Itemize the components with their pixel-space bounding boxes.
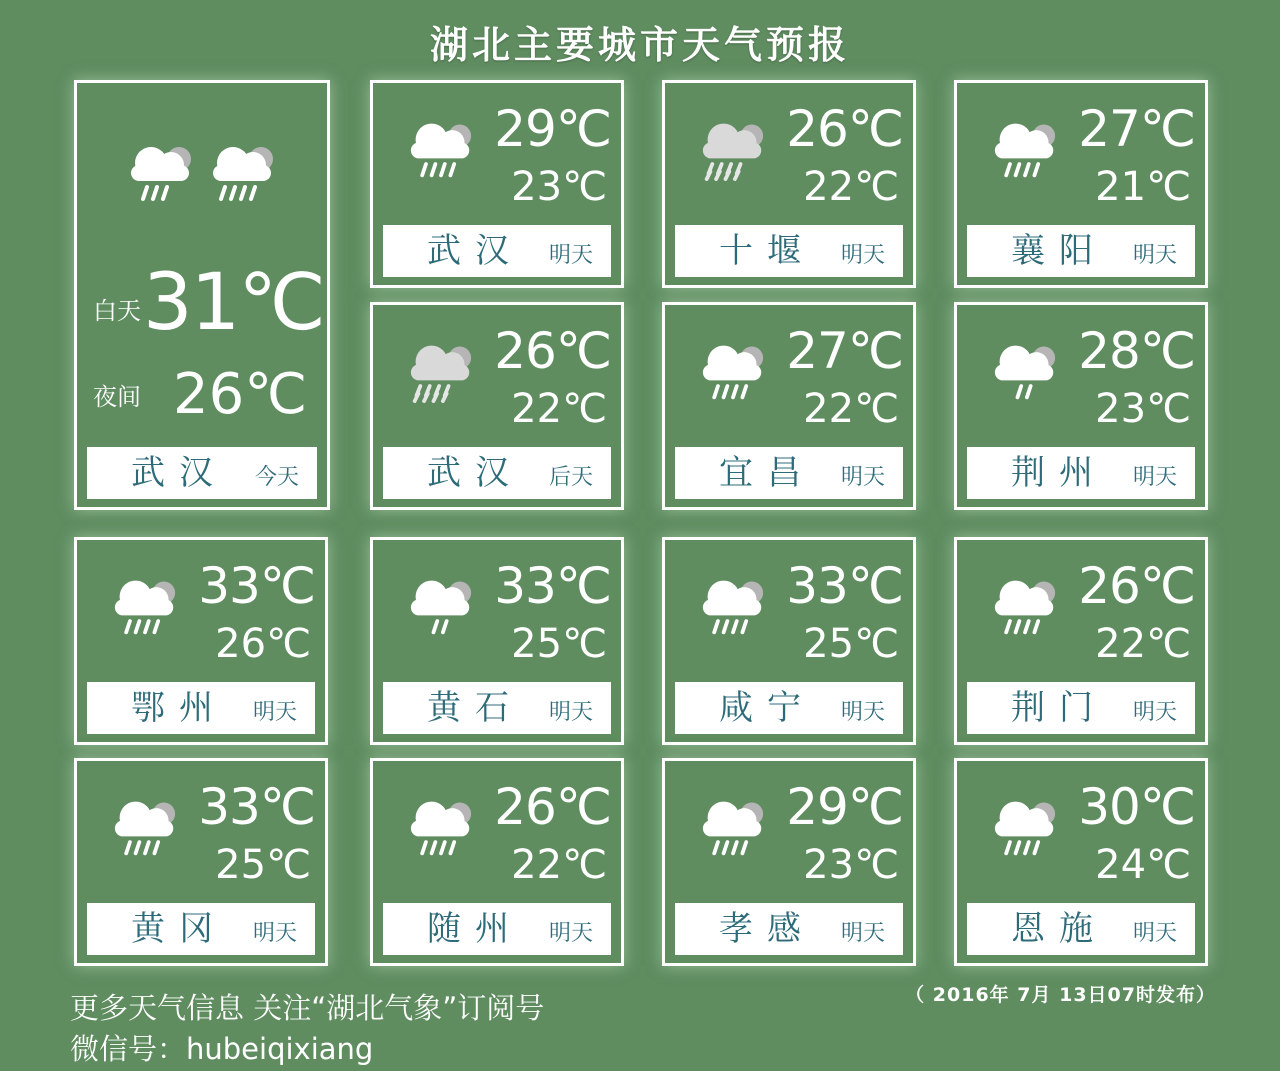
forecast-day: 明天: [840, 465, 885, 490]
low-temperature: 26℃: [215, 621, 311, 667]
high-temperature: 26℃: [1078, 557, 1195, 615]
city-name: 随州: [427, 909, 523, 949]
city-label: [675, 447, 903, 499]
city-label: [87, 447, 317, 499]
city-name: 武汉: [427, 231, 523, 271]
forecast-day: 明天: [1132, 243, 1177, 268]
high-temperature: 30℃: [1078, 778, 1195, 836]
heavy-rain-cloud-icon: [403, 339, 479, 403]
light-rain-cloud-icon: [987, 339, 1063, 403]
city-label: [967, 447, 1195, 499]
day-label: 白天: [93, 297, 141, 325]
rain-cloud-icon: [695, 339, 771, 403]
city-label: [383, 447, 611, 499]
high-temperature: 26℃: [494, 322, 611, 380]
forecast-card: [662, 80, 916, 288]
high-temperature: 33℃: [786, 557, 903, 615]
city-name: 咸宁: [719, 688, 815, 728]
footer-wechat-id: 微信号：hubeiqixiang: [70, 1032, 374, 1066]
low-temperature: 22℃: [803, 386, 899, 432]
night-temperature: 26℃: [173, 362, 308, 427]
rain-cloud-icon: [987, 117, 1063, 181]
forecast-card: [662, 758, 916, 966]
forecast-card: [954, 302, 1208, 510]
forecast-day: 明天: [840, 243, 885, 268]
forecast-day: 今天: [254, 465, 299, 490]
low-temperature: 22℃: [803, 164, 899, 210]
forecast-day: 明天: [1132, 700, 1177, 725]
day-temperature: 31℃: [143, 258, 324, 348]
light-rain-cloud-icon: [403, 574, 479, 638]
city-name: 荆州: [1011, 453, 1107, 493]
low-temperature: 22℃: [1095, 621, 1191, 667]
city-label: [383, 682, 611, 734]
high-temperature: 27℃: [786, 322, 903, 380]
city-label: [87, 682, 315, 734]
city-label: [383, 903, 611, 955]
city-label: [967, 225, 1195, 277]
forecast-day: 明天: [1132, 465, 1177, 490]
city-label: [967, 682, 1195, 734]
rain-cloud-icon: [695, 795, 771, 859]
city-name: 鄂州: [131, 688, 227, 728]
rain-cloud-icon: [107, 574, 183, 638]
rain-cloud-icon: [987, 574, 1063, 638]
low-temperature: 23℃: [511, 164, 607, 210]
forecast-day: 明天: [1132, 921, 1177, 946]
forecast-card: [370, 80, 624, 288]
rain-cloud-icon: [107, 795, 183, 859]
low-temperature: 22℃: [511, 386, 607, 432]
high-temperature: 33℃: [198, 557, 315, 615]
high-temperature: 33℃: [494, 557, 611, 615]
city-name: 武汉: [427, 453, 523, 493]
low-temperature: 21℃: [1095, 164, 1191, 210]
low-temperature: 24℃: [1095, 842, 1191, 888]
city-name: 黄石: [427, 688, 523, 728]
low-temperature: 25℃: [511, 621, 607, 667]
high-temperature: 33℃: [198, 778, 315, 836]
forecast-card: [74, 758, 328, 966]
city-label: [87, 903, 315, 955]
city-name: 武汉: [131, 453, 227, 493]
forecast-card: [370, 537, 624, 745]
forecast-card: [954, 80, 1208, 288]
page-title: 湖北主要城市天气预报: [429, 23, 850, 67]
forecast-day: 明天: [548, 921, 593, 946]
forecast-day: 后天: [548, 465, 593, 490]
forecast-day: 明天: [252, 700, 297, 725]
city-name: 襄阳: [1011, 231, 1107, 271]
low-temperature: 25℃: [803, 621, 899, 667]
rain-cloud-icon: [987, 795, 1063, 859]
forecast-card: [954, 758, 1208, 966]
heavy-rain-cloud-icon: [695, 117, 771, 181]
rain-cloud-icon: [403, 795, 479, 859]
publish-date: （ 2016年 7月 13日07时发布）: [905, 984, 1216, 1006]
city-name: 黄冈: [131, 909, 227, 949]
city-name: 恩施: [1011, 909, 1107, 949]
low-temperature: 23℃: [1095, 386, 1191, 432]
high-temperature: 26℃: [494, 778, 611, 836]
city-label: [383, 225, 611, 277]
city-name: 荆门: [1011, 688, 1107, 728]
high-temperature: 26℃: [786, 100, 903, 158]
high-temperature: 29℃: [494, 100, 611, 158]
night-label: 夜间: [93, 383, 141, 411]
forecast-card: [370, 302, 624, 510]
today-card: [74, 80, 330, 510]
high-temperature: 29℃: [786, 778, 903, 836]
forecast-card: [662, 302, 916, 510]
city-label: [675, 682, 903, 734]
forecast-card: [662, 537, 916, 745]
forecast-day: 明天: [548, 243, 593, 268]
forecast-day: 明天: [548, 700, 593, 725]
low-temperature: 25℃: [215, 842, 311, 888]
rain-cloud-icon: [695, 574, 771, 638]
footer-follow-text: 更多天气信息 关注“湖北气象”订阅号: [70, 991, 545, 1025]
high-temperature: 28℃: [1078, 322, 1195, 380]
rain-cloud-icon: [403, 117, 479, 181]
city-name: 孝感: [719, 909, 815, 949]
low-temperature: 23℃: [803, 842, 899, 888]
forecast-card: [370, 758, 624, 966]
rain-cloud-icon: [121, 137, 201, 205]
rain-cloud-icon: [203, 137, 283, 205]
city-name: 宜昌: [719, 453, 815, 493]
forecast-day: 明天: [252, 921, 297, 946]
forecast-day: 明天: [840, 921, 885, 946]
forecast-card: [74, 537, 328, 745]
forecast-day: 明天: [840, 700, 885, 725]
city-label: [675, 903, 903, 955]
high-temperature: 27℃: [1078, 100, 1195, 158]
city-name: 十堰: [719, 231, 815, 271]
forecast-card: [954, 537, 1208, 745]
city-label: [675, 225, 903, 277]
low-temperature: 22℃: [511, 842, 607, 888]
city-label: [967, 903, 1195, 955]
